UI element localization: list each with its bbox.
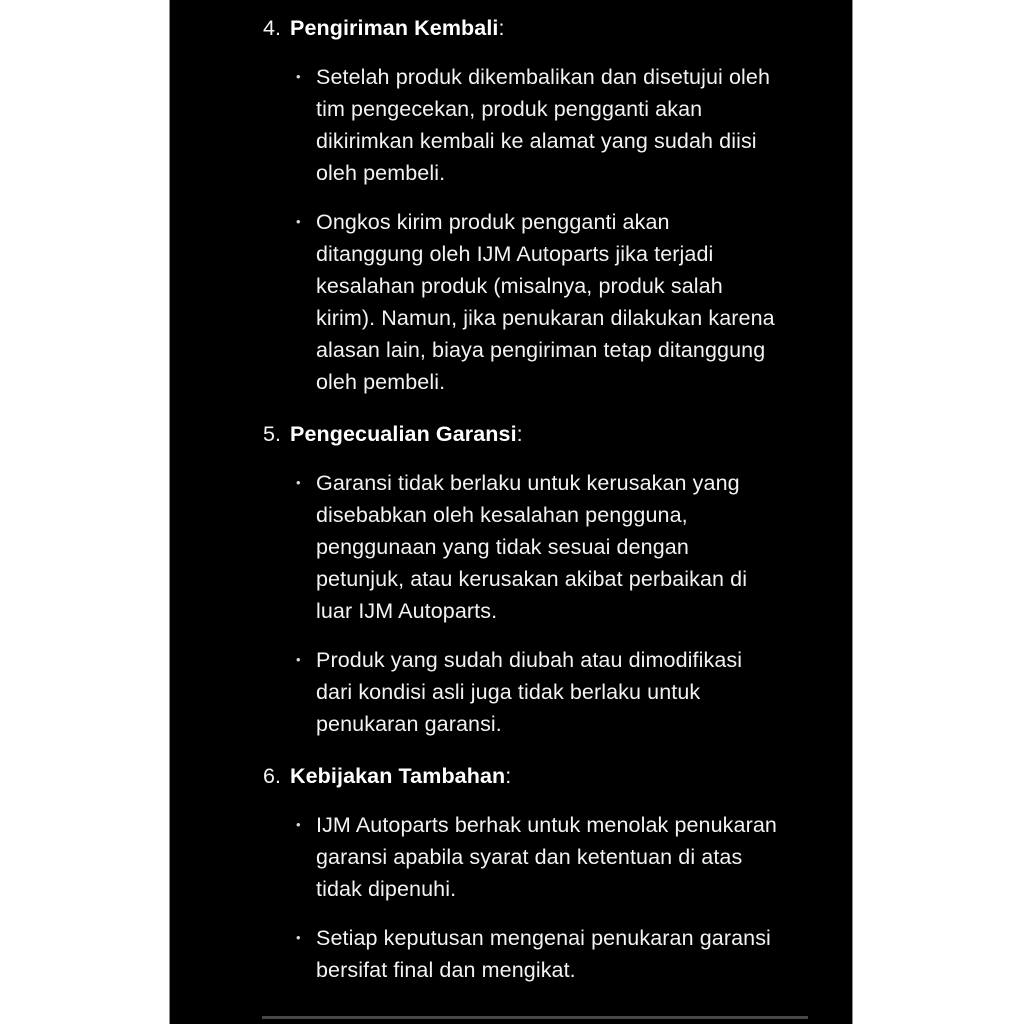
section-heading [263,12,852,44]
bullet-text-line: petunjuk, atau kerusakan akibat perbaikan di [316,567,748,591]
bullet-dot-icon: • [296,817,301,832]
section-number: 6. [263,764,282,788]
bullet-dot-icon: • [296,214,301,229]
bullet-item [296,206,852,398]
bullet-text-line: Ongkos kirim produk pengganti akan [316,210,670,234]
policy-document [170,0,852,986]
bullet-item [296,922,852,986]
section-title: Pengecualian Garansi [290,422,517,446]
bullet-item [296,61,852,189]
section-colon: : [516,422,523,446]
bullet-text-line: bersifat final dan mengikat. [316,958,576,982]
section-colon: : [498,16,505,40]
bottom-divider-line [262,1016,808,1019]
bullet-item [296,467,852,627]
bullet-text-line: kesalahan produk (misalnya, produk salah [316,274,723,298]
bullet-text-line: Produk yang sudah diubah atau dimodifikasi [316,648,743,672]
bullet-text-line: penggunaan yang tidak sesuai dengan [316,535,689,559]
bullet-dot-icon: • [296,652,301,667]
bullet-text-line: Setiap keputusan mengenai penukaran garansi [316,926,771,950]
bullet-text [316,644,742,740]
bullet-text-line: oleh pembeli. [316,161,446,185]
bullet-text [316,922,771,986]
bullet-text-line: ditanggung oleh IJM Autoparts jika terjadi [316,242,714,266]
bullet-text [316,809,777,905]
policy-section [170,12,852,398]
bullet-text-line: tim pengecekan, produk pengganti akan [316,97,703,121]
section-number: 5. [263,422,282,446]
bullet-dot-icon: • [296,69,301,84]
screenshot-panel [169,0,853,1024]
bullet-text-line: Setelah produk dikembalikan dan disetujui oleh [316,65,771,89]
bullet-text-line: tidak dipenuhi. [316,877,457,901]
bullet-item [296,644,852,740]
bullet-text-line: oleh pembeli. [316,370,446,394]
bullet-text-line: dari kondisi asli juga tidak berlaku untuk [316,680,701,704]
section-colon: : [505,764,512,788]
section-number: 4. [263,16,282,40]
bullet-text-line: garansi apabila syarat dan ketentuan di atas [316,845,743,869]
bullet-item [296,809,852,905]
bullet-text-line: penukaran garansi. [316,712,502,736]
bullet-text-line: dikirimkan kembali ke alamat yang sudah diisi [316,129,757,153]
section-title: Pengiriman Kembali [290,16,499,40]
bullet-text [316,206,775,398]
bullet-text [316,61,770,189]
section-heading [263,760,852,792]
bullet-dot-icon: • [296,475,301,490]
bullet-text-line: Garansi tidak berlaku untuk kerusakan yang [316,471,740,495]
bullet-text-line: luar IJM Autoparts. [316,599,498,623]
policy-section [170,760,852,986]
bullet-text [316,467,747,627]
section-heading [263,418,852,450]
bullet-text-line: disebabkan oleh kesalahan pengguna, [316,503,688,527]
bullet-text-line: alasan lain, biaya pengiriman tetap ditanggung [316,338,766,362]
bullet-text-line: kirim). Namun, jika penukaran dilakukan karena [316,306,775,330]
policy-section [170,418,852,740]
bullet-dot-icon: • [296,930,301,945]
section-title: Kebijakan Tambahan [290,764,506,788]
bullet-text-line: IJM Autoparts berhak untuk menolak penukaran [316,813,777,837]
